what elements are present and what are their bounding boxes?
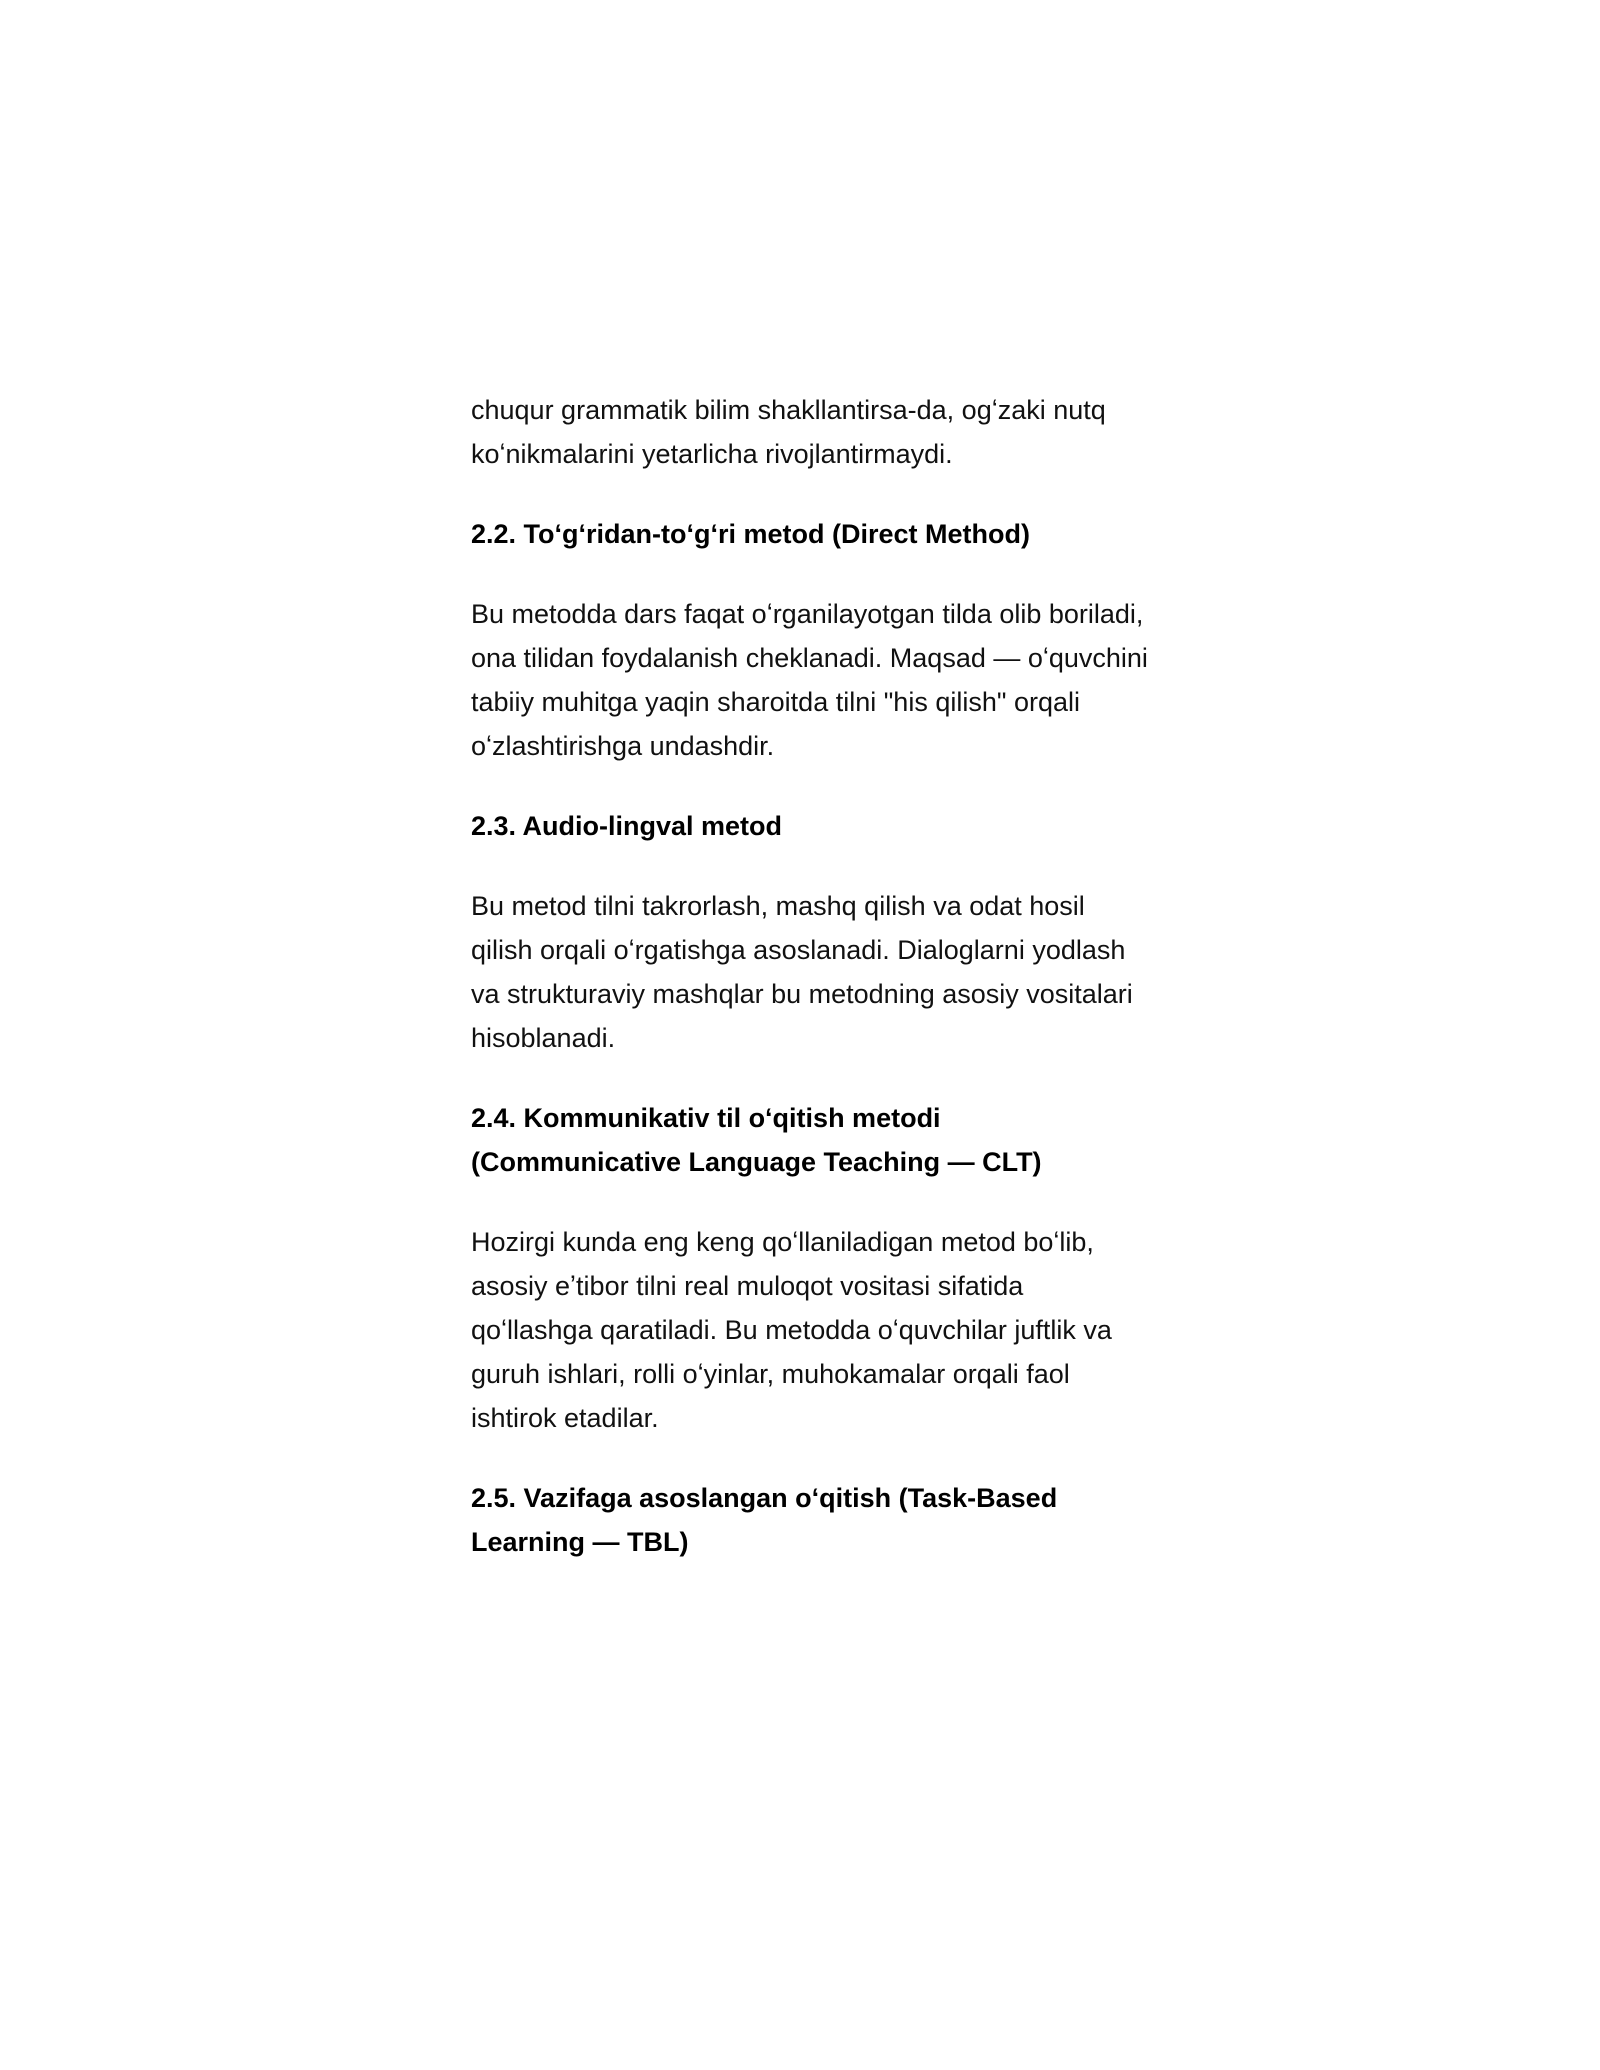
paragraph-communicative-method: Hozirgi kunda eng keng qoʻllaniladigan metod boʻlib, asosiy eʼtibor tilni real muloqot vositasi sifatida qoʻllashga qaratiladi. Bu metodda oʻquvchilar juftlik va guruh ishlari, rolli oʻyinlar, muhokamalar orqali faol ishtirok etadilar. <box>471 1227 1112 1433</box>
heading-communicative-method: 2.4. Kommunikativ til oʻqitish metodi (Communicative Language Teaching — CLT) <box>471 1103 1042 1177</box>
paragraph-audio-lingual-method: Bu metod tilni takrorlash, mashq qilish va odat hosil qilish orqali oʻrgatishga asoslanadi. Dialoglarni yodlash va strukturaviy mashqlar bu metodning asosiy vositalari hisoblanadi. <box>471 891 1133 1053</box>
paragraph-grammar-translation-end: chuqur grammatik bilim shakllantirsa-da, ogʻzaki nutq koʻnikmalarini yetarlicha rivojlantirmaydi. <box>471 395 1106 469</box>
paragraph-direct-method: Bu metodda dars faqat oʻrganilayotgan tilda olib boriladi, ona tilidan foydalanish cheklanadi. Maqsad — oʻquvchini tabiiy muhitga yaqin sharoitda tilni "his qilish" orqali oʻzlashtirishga undashdir. <box>471 599 1148 761</box>
heading-task-based-learning: 2.5. Vazifaga asoslangan oʻqitish (Task-Based Learning — TBL) <box>471 1483 1058 1557</box>
heading-audio-lingual-method: 2.3. Audio-lingval metod <box>471 811 783 841</box>
document-body <box>471 388 1151 1600</box>
heading-direct-method: 2.2. Toʻgʻridan-toʻgʻri metod (Direct Method) <box>471 519 1030 549</box>
